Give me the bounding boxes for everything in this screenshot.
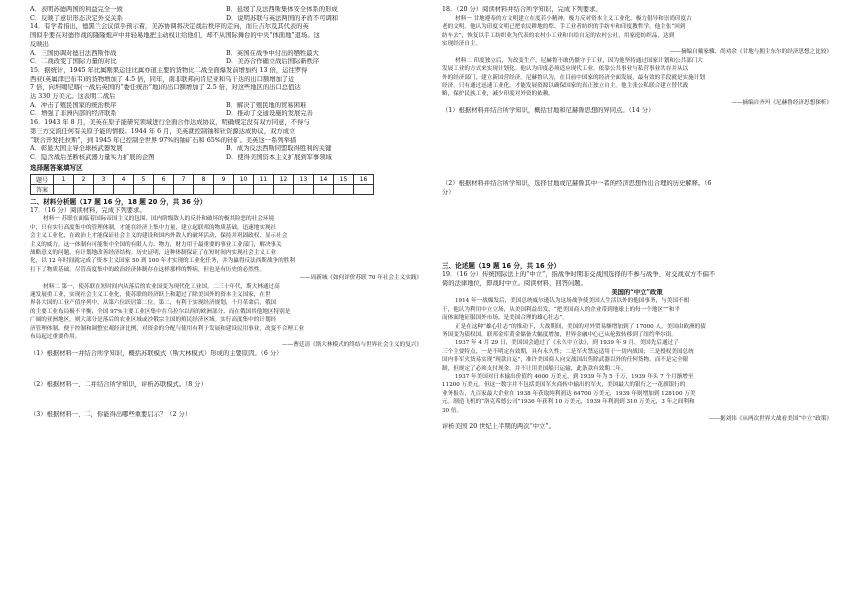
q18-subquestion-1: （1）根据材料并结合所学知识，概括甘地和尼赫鲁思想的异同点。（14 分） bbox=[442, 107, 655, 115]
essay-paragraph4-line: 业务报告，九百家最大企业在 1938 年获取纯利润达 64700 万美元，1939 年则增加到 128100 万美 bbox=[442, 390, 696, 397]
q16-option-d: D．使得美国资本主义扩展到军事领域 bbox=[226, 153, 332, 161]
answer-grid-qnum: 4 bbox=[114, 174, 134, 184]
q16-options-row1 bbox=[30, 145, 422, 154]
essay-paragraph3-line: 1937 年 4 月 29 日，美国国会通过了《永久中立法》，到 1939 年 9 月，美国先后通过了 bbox=[455, 340, 679, 347]
essay-paragraph3-line: 国内非军火货易实现“现款自运”，准许美国商人向交战国出售除武器以外的任何货物，而不是完全限 bbox=[442, 357, 689, 364]
answer-cell[interactable] bbox=[134, 184, 154, 194]
q17-material2-line: 界各大国的工业产值序列中，从第六位跃居第二位。第二，有利于实现经济规划，十月革命后，俄国 bbox=[30, 300, 277, 307]
answer-cell[interactable] bbox=[274, 184, 294, 194]
q15-option-b: B．解决了殖民地的贸易困难 bbox=[226, 101, 307, 109]
answer-cell[interactable] bbox=[254, 184, 274, 194]
q15-stem-line4: 达 330 万美元。这表明二战后 bbox=[30, 93, 116, 101]
q13-option-c: C．反映了意识形态决定外交关系 bbox=[30, 14, 123, 22]
right-column bbox=[442, 6, 832, 432]
q15-stem-line3: 7 倍，向坦噶尼喀(一战后英国的“委任统治”地)的出口额增加了 2.5 倍，对这些地区的出口总值达 bbox=[30, 84, 301, 92]
q16-option-b: B．成为反法西斯同盟取得胜利的关键 bbox=[226, 145, 332, 153]
answer-grid bbox=[30, 174, 374, 195]
essay-paragraph2-line: 正是在这种“雄心壮志”的推动下，大战期间，美国的对外贸易额增加到了 17000 人，美国由欧洲的债 bbox=[455, 323, 706, 330]
essay-paragraph4-line: 1937 年美国对日本输出价值约 4600 万美元，到 1939 年为 5 千万，1939 年头 7 个月渐增至 bbox=[455, 374, 694, 381]
answer-cell[interactable] bbox=[354, 184, 374, 194]
answer-cell[interactable] bbox=[334, 184, 354, 194]
essay-paragraph4-line: 30 倍。 bbox=[442, 407, 463, 414]
answer-grid-answer-row bbox=[31, 184, 374, 194]
answer-grid-qnum: 16 bbox=[354, 174, 374, 184]
q16-stem-line1: 16．1943 年 8 月，美英在原子能研究领域进行全面合作达成协议，明确规定没有双方同意，不得与 bbox=[30, 119, 310, 127]
answer-cell[interactable] bbox=[54, 184, 74, 194]
q17-subquestion-3: （3）根据材料一、二，你能得出哪些重要启示？（2 分） bbox=[30, 411, 192, 419]
essay-paragraph3-line: 三个主要特点，一是不明定有效期，具有永久性；二是军火禁运适用于一切内战国；三是授权美国总统 bbox=[442, 348, 694, 355]
q18-subquestion-2-line1: （2）根据材料并结合所学知识，选择甘地或尼赫鲁其中一者的经济思想作出合理的历史解释。（6 bbox=[442, 179, 712, 187]
q13-option-b: B．延缓了反法西斯集体安全体系的形成 bbox=[226, 6, 338, 13]
answer-grid-qnum: 7 bbox=[174, 174, 194, 184]
answer-cell[interactable] bbox=[294, 184, 314, 194]
essay-paragraph3-line: 制，但规定了必须支付现金，并不让用美国船只运输，此条款有效期二年。 bbox=[442, 365, 627, 372]
q14-option-c: C．二战改变了国际力量的对比 bbox=[30, 58, 117, 66]
q13-options-row2 bbox=[30, 15, 422, 24]
answer-grid-header-row bbox=[31, 174, 374, 184]
q15-options-row2 bbox=[30, 110, 422, 119]
answer-grid-qnum: 3 bbox=[94, 174, 114, 184]
q18-material1-line: 材料一 甘地遵奉的方文明建立在度若小精神，极力反对资本主义工业化，极力倡导和崇尚印度古 bbox=[455, 15, 692, 22]
essay-paragraph1-line: 1914 年一战爆发后，美国总统威尔逊认为这场战争使美国人生活以外的他国事务，与美国不相 bbox=[455, 298, 690, 305]
q18-material2-line: 略，保护民族工业，减少印度对外资的依赖。 bbox=[442, 91, 554, 98]
q15-options-row1 bbox=[30, 102, 422, 111]
q19-question: 评析美国 20 世纪上半期的两次“中立”。 bbox=[442, 423, 555, 431]
q15-option-d: D．推动了交通设施的发展完善 bbox=[226, 110, 313, 118]
q17-material1-line: 化，以 12 年时间就完成了资本主义国家 50 到 100 年才实现的工业化任务，并为赢得反法西斯战争的胜利 bbox=[30, 258, 295, 265]
q14-option-a: A．三国协调对德日法西斯作战 bbox=[30, 49, 117, 57]
q17-material1-line: 材料一 苏联在面临着国际帝国主义的包围、国内阶级敌人的反扑和破坏的极其险恶的社会环境 bbox=[43, 216, 275, 223]
q16-option-c: C．隐含战后垄断核武器力量实力扩展的企图 bbox=[30, 153, 155, 161]
answer-cell[interactable] bbox=[194, 184, 214, 194]
q13-option-d: D．说明苏联与英法两国的矛盾不可调和 bbox=[226, 14, 339, 22]
answer-grid-qnum: 8 bbox=[194, 174, 214, 184]
answer-cell[interactable] bbox=[74, 184, 94, 194]
q13-option-a: A．表明苏德两国的利益完全一致 bbox=[30, 6, 123, 13]
q17-material2-source: ——曹廷清《斯大林模式的终结与世界社会主义的复兴》 bbox=[282, 342, 422, 349]
answer-grid-qnum: 9 bbox=[214, 174, 234, 184]
essay-source: ——据刘伟《从两次世界大战看美国“中立”政策》 bbox=[708, 416, 832, 423]
q18-material1-source: ——摘编自戴家骥、尚劝余《甘地与拥主东尔的经济思想之比较》 bbox=[669, 49, 832, 56]
answer-grid-qnum: 12 bbox=[274, 174, 294, 184]
q14-stem-line1: 14．有学者指出，德黑兰会议似乎预示着，美苏协调将决定战后秩序的走向，而丘吉尔及其代表的英 bbox=[30, 23, 309, 31]
q17-material1-line: 打下了物质基础。尽管高度集中的政治经济体制存在这样那样的弊病，但也是有历史的必然性。 bbox=[30, 266, 265, 273]
q17-intro: 17．（16 分）阅读材料，完成下列要求。 bbox=[30, 206, 146, 214]
essay-title: 美国的“中立”政策 bbox=[611, 288, 663, 296]
q15-option-a: A．冲击了殖民国家的统治秩序 bbox=[30, 101, 117, 109]
q18-material2-line: 发展工业的方式来实现计划化。他认为印度必须适应现代工业，依靠公共事业与私营事业共存并从以 bbox=[442, 66, 689, 73]
q16-stem-line3: “联合开发托拉斯”，到 1945 年已控制全世界 97%的铀矿石和 65%的钍矿。美英这一系列举措 bbox=[30, 136, 297, 144]
section2-title: 二、材料分析题（17 题 16 分，18 题 20 分，共 36 分） bbox=[30, 197, 207, 206]
q18-1-answer-space[interactable] bbox=[442, 116, 832, 180]
q16-options-row2 bbox=[30, 154, 422, 163]
q16-option-a: A．彰显大国主导全球核武器发展 bbox=[30, 145, 123, 153]
q16-stem-line2: 第三方交流任何有关原子能的情报。1944 年 6 月，美英就控制铀和钍资源达成协议，双方成立 bbox=[30, 127, 296, 135]
answer-grid-header-label: 题号 bbox=[31, 174, 54, 184]
answer-cell[interactable] bbox=[234, 184, 254, 194]
q17-2-answer-space[interactable] bbox=[30, 389, 422, 411]
section3-title: 三、论述题（19 题 16 分，共 16 分） bbox=[442, 262, 561, 271]
q18-material2-line: 外的经济部门，建立新国营经济。尼赫鲁认为，在目前中国家的经济全面发展，最有效的手段就是实施计划 bbox=[442, 74, 705, 81]
q17-material1-line: 会主义工业化，在政治上才能保证社会主义的建设和国内外敌人的破坏活动，保持并巩固政权，显示社会 bbox=[30, 233, 288, 240]
answer-grid-qnum: 2 bbox=[74, 174, 94, 184]
answer-grid-qnum: 11 bbox=[254, 174, 274, 184]
q17-material2-line: 布局起过重要作用。 bbox=[30, 334, 81, 341]
q14-option-d: D．美苏合作确立战后国际新秩序 bbox=[226, 58, 320, 66]
answer-grid-qnum: 14 bbox=[314, 174, 334, 184]
answer-area-title: 选择题答案填写区 bbox=[30, 163, 83, 172]
left-column bbox=[30, 6, 422, 420]
q14-options-row1 bbox=[30, 50, 422, 59]
q14-stem-line3: 反映出 bbox=[30, 40, 49, 48]
q18-material2-line: 经济。只有通过迅速工业化，才能发展资源以确保国家的真正独立自主。他主张公私联合建立替代战 bbox=[442, 82, 689, 89]
q17-material1-source: ——周新城《如何评价苏联 70 年社会主义实践》 bbox=[299, 275, 422, 282]
q13-options-row1 bbox=[30, 6, 422, 15]
answer-cell[interactable] bbox=[314, 184, 334, 194]
essay-paragraph1-line: 干，他认为利用中立立场，从美国利益出发，“把美国商人的企业带到地球上的每一个地区”“和平 bbox=[442, 306, 680, 313]
q17-material1-line: 主义的威力。这一体制有可能集中全国的有限人力、物力，财力用于最重要的事业工业部门，解决事关 bbox=[30, 241, 282, 248]
q14-option-b: B．英国在战争中付出的牺牲最大 bbox=[226, 49, 319, 57]
answer-cell[interactable] bbox=[114, 184, 134, 194]
q15-stem-line1: 15．据统计，1945 年比属刚果运往比属亦道主要的货物比二战全面爆发前增加约 13 倍，运往罗得 bbox=[30, 66, 308, 74]
q14-options-row2 bbox=[30, 58, 422, 67]
essay-paragraph1-line: 而体面地征服国外市场，是美国合理的雄心壮志”。 bbox=[442, 315, 568, 322]
q17-1-answer-space[interactable] bbox=[30, 359, 422, 381]
answer-grid-qnum: 10 bbox=[234, 174, 254, 184]
q17-subquestion-2: （2）根据材料一、二并结合所学知识，评析苏联模式。（8 分） bbox=[30, 380, 207, 388]
answer-grid-qnum: 15 bbox=[334, 174, 354, 184]
answer-grid-qnum: 6 bbox=[154, 174, 174, 184]
answer-grid-answer-label: 答案 bbox=[31, 184, 54, 194]
q15-option-c: C．增强了非洲内部的经济联系 bbox=[30, 110, 117, 118]
answer-cell[interactable] bbox=[174, 184, 194, 194]
q17-material2-line: 济管理体制，便于控制和调整宏观经济比例，对资金的分配与使用有利于发展和建设民用事业，改变不合理工业 bbox=[30, 325, 305, 332]
q18-material2-source: ——摘编自齐玛《尼赫鲁经济思想探析》 bbox=[731, 99, 832, 106]
answer-grid-qnum: 13 bbox=[294, 174, 314, 184]
q18-material1-line: 纺车去”，恢复以手工纺织业为代表的农村小工业和自给自足的农村公社，用家庭纺织品，达到 bbox=[442, 32, 675, 39]
q15-stem-line2: 西亚(英属津巴布韦)的货物增加了 4.5 倍，同年，南非联邦向肯尼亚和乌干达的出口额增加了近 bbox=[30, 75, 295, 83]
answer-cell[interactable] bbox=[154, 184, 174, 194]
q18-2-answer-space[interactable] bbox=[442, 197, 832, 261]
essay-paragraph2-line: 务国变为债权国，联邦金库黄金储备大幅度增加，世界金融中心已从伦敦转移到了纽约华尔街。 bbox=[442, 332, 677, 339]
answer-cell[interactable] bbox=[94, 184, 114, 194]
q18-subquestion-2-line2: 分） bbox=[442, 188, 455, 196]
q18-intro: 18．（20 分）阅读材料并结合所学知识，完成下列要求。 bbox=[442, 6, 602, 13]
q19-stem-line2: 倚的法律地位，即战时中立。阅读材料，回答问题。 bbox=[442, 279, 587, 287]
q18-material1-line: 老的文明。他认为印度文明已把农民耕地的犁、手工业者纺织的手纺车和印度教哲学，他主张“回到 bbox=[442, 24, 686, 31]
answer-cell[interactable] bbox=[214, 184, 234, 194]
q18-material2-line: 材料二 印度独立后，为改变生产，尼赫鲁不敢仍僵守于工业，因为他坚持通过国家计划和公共部门大 bbox=[455, 57, 703, 64]
q17-material2-line: 材料二 第一，使苏联在短时间内从落后的农业国变为现代化工业国。二三十年代，斯大林通过高 bbox=[43, 283, 280, 290]
q17-material2-line: 的主要工业布局极不平衡，全国 97%主要工业区集中在乌拉尔以西的欧洲部分，而在俄国其他地区特别是 bbox=[30, 308, 291, 315]
essay-paragraph4-line: 11200 万美元。但这一数字并不包括美国军火商转中输出的军火，美国最大的银行之一花旗银行的 bbox=[442, 382, 686, 389]
answer-grid-qnum: 1 bbox=[54, 174, 74, 184]
q17-material1-line: 战略意义的问题，有计划地改善经济结构。历史证明，这种体制保证了在短时间内实现社会主义工业 bbox=[30, 249, 277, 256]
q14-stem-line2: 国似乎要在对德作战的隆隆炮声中并轻易地把主动权让给他们，却不从国际舞台的中央“体面地”退场。这 bbox=[30, 32, 320, 40]
q19-stem-line1: 19．（16 分）传统国际法上的“中立”，指战争时期非交战国选择的不参与战争、对交战双方不偏不 bbox=[442, 271, 716, 279]
q17-subquestion-1: （1）根据材料一并结合所学知识，概括苏联模式（斯大林模式）形成的主要原因。（6 分） bbox=[30, 349, 283, 357]
q17-material1-line: 中，只有实行高度集中的管理体制，才能在经济上集中力量，建立起联邦的物质基础，迅速地实现社 bbox=[30, 224, 277, 231]
answer-grid-qnum: 5 bbox=[134, 174, 154, 184]
q17-material2-line: 速发展重工业，实现社会主义工业化，使苏联的经济跃上和超过了除美国外的资本主义国家，在世 bbox=[30, 292, 271, 299]
q18-material1-line: 实现经济自主。 bbox=[442, 40, 482, 47]
q17-material2-line: 广阔的亚洲地区，则大部分是落后的农业区域或沙俄宗主国的殖民经济区域。实行高度集中的计划经 bbox=[30, 317, 277, 324]
essay-paragraph4-line: 元。制造飞机的“洛克希德公司”1936 年获利 10 万美元，1939 年利润到 310 万美元，3 年之间利和 bbox=[442, 399, 695, 406]
